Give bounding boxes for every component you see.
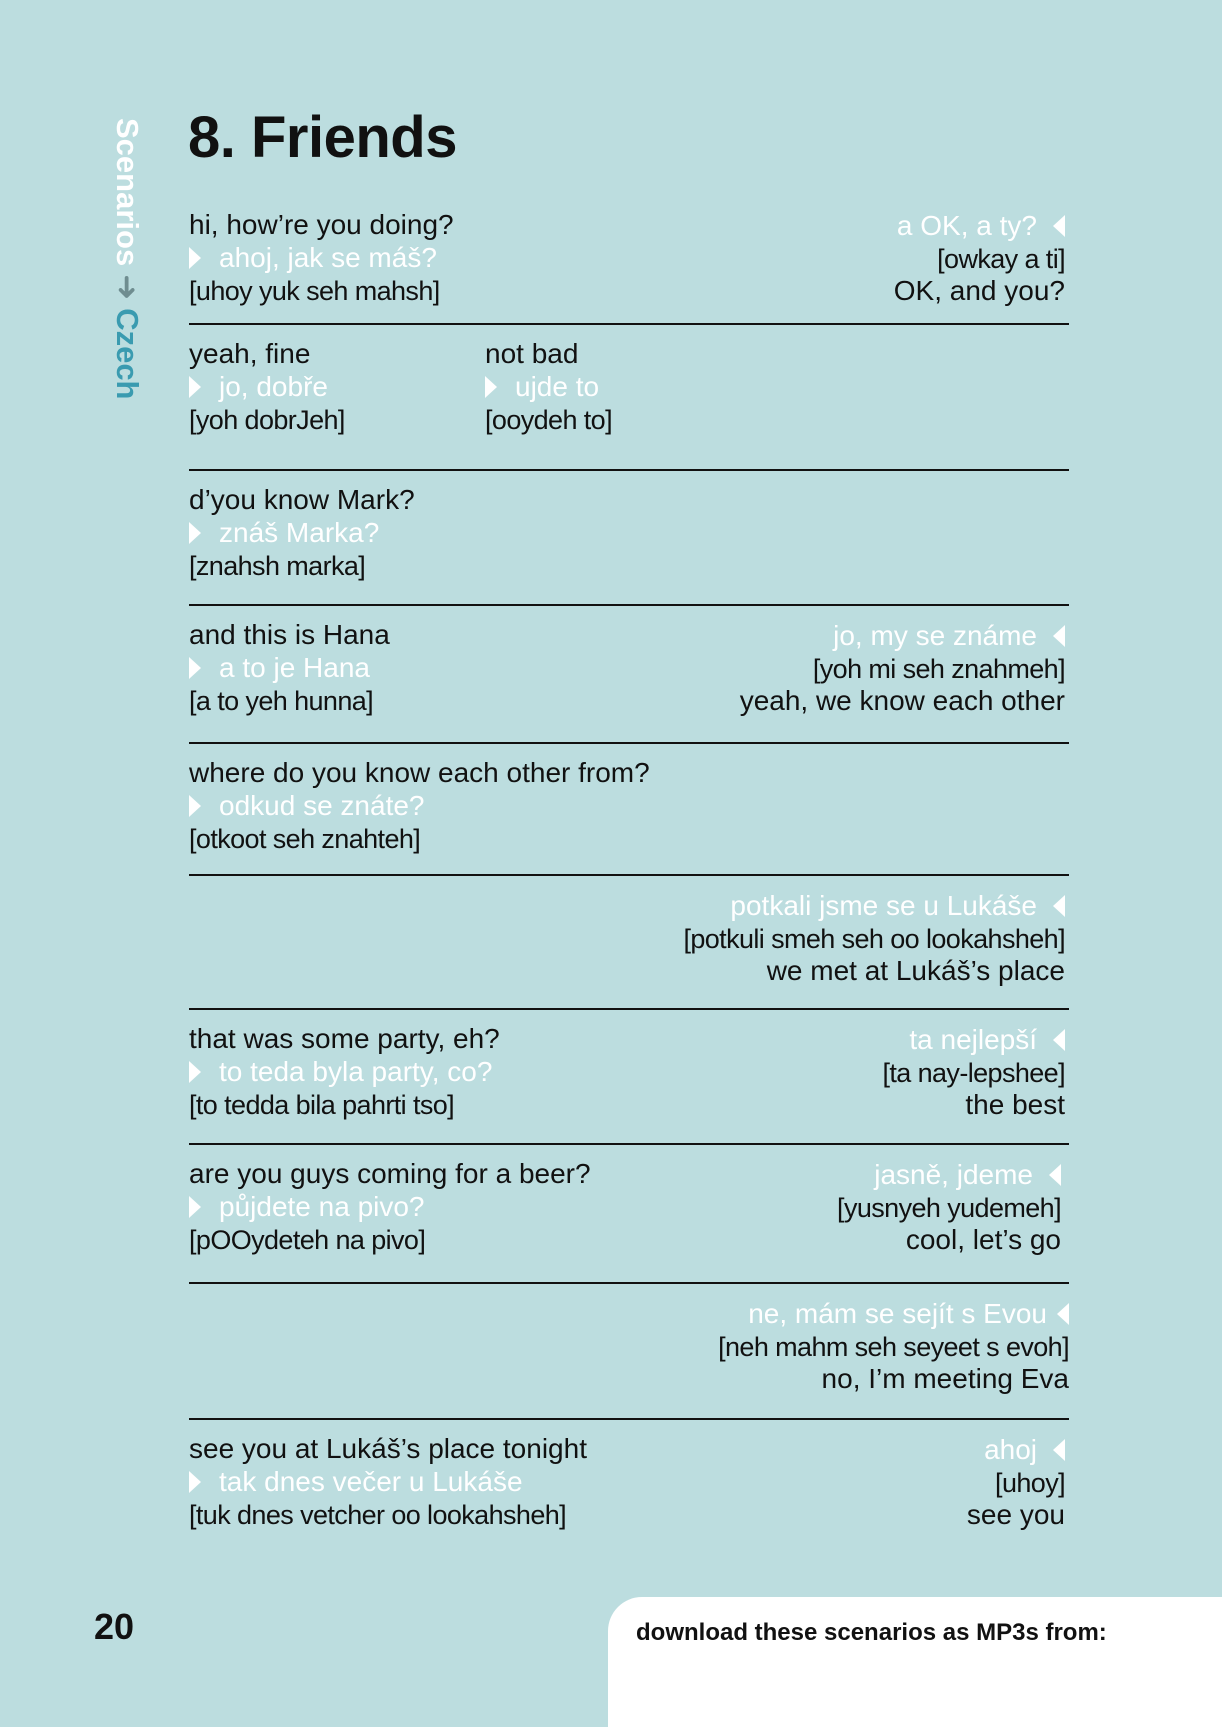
phrase-czech: ne, mám se sejít s Evou bbox=[748, 1298, 1047, 1329]
phrase-section bbox=[189, 484, 1069, 604]
phrase-right bbox=[683, 889, 1065, 987]
play-left-icon bbox=[1049, 1164, 1061, 1186]
phrase-czech: a to je Hana bbox=[219, 652, 370, 683]
phrase-pronunciation: [uhoy yuk seh mahsh] bbox=[189, 276, 440, 306]
phrase-english: cool, let’s go bbox=[905, 1224, 1061, 1255]
phrase-right bbox=[894, 209, 1065, 307]
phrase-left bbox=[189, 484, 415, 582]
phrase-czech: ahoj, jak se máš? bbox=[219, 242, 437, 273]
page-title: 8. Friends bbox=[188, 105, 457, 170]
play-right-icon bbox=[189, 247, 201, 269]
phrase-section bbox=[189, 209, 1069, 323]
phrase-right bbox=[882, 1023, 1065, 1121]
phrase-czech: jo, my se známe bbox=[833, 620, 1037, 651]
phrase-right bbox=[967, 1433, 1065, 1531]
divider bbox=[189, 469, 1069, 471]
phrase-english: hi, how’re you doing? bbox=[189, 209, 454, 240]
phrase-pronunciation: [neh mahm seh seyeet s evoh] bbox=[718, 1332, 1069, 1362]
phrase-left bbox=[189, 1433, 587, 1531]
play-right-icon bbox=[189, 795, 201, 817]
play-right-icon bbox=[485, 376, 497, 398]
phrase-czech: půjdete na pivo? bbox=[219, 1191, 425, 1222]
phrase-left bbox=[189, 1023, 500, 1121]
play-right-icon bbox=[189, 657, 201, 679]
phrase-right bbox=[718, 1297, 1069, 1395]
phrase-czech: potkali jsme se u Lukáše bbox=[730, 890, 1037, 921]
page-number: 20 bbox=[94, 1606, 135, 1647]
phrase-english: OK, and you? bbox=[893, 275, 1065, 306]
phrase-pronunciation: [yusnyeh yudemeh] bbox=[837, 1193, 1061, 1223]
arrow-right-icon: ➜ bbox=[110, 274, 145, 301]
phrase-right bbox=[837, 1158, 1061, 1256]
phrase-english: d’you know Mark? bbox=[189, 484, 415, 515]
phrase-pronunciation: [tuk dnes vetcher oo lookahsheh] bbox=[189, 1500, 567, 1530]
phrase-czech: ujde to bbox=[515, 371, 600, 402]
phrase-english: not bad bbox=[485, 338, 579, 369]
side-label-scenarios: Scenarios bbox=[110, 118, 145, 267]
footer-panel bbox=[608, 1597, 1222, 1727]
phrase-czech: tak dnes večer u Lukáše bbox=[219, 1466, 523, 1497]
divider bbox=[189, 1143, 1069, 1145]
phrase-czech: jo, dobře bbox=[219, 371, 328, 402]
phrase-section bbox=[189, 1297, 1069, 1418]
phrase-english: see you bbox=[966, 1499, 1065, 1530]
phrase-czech: znáš Marka? bbox=[219, 517, 380, 548]
divider bbox=[189, 874, 1069, 876]
phrase-section bbox=[189, 1023, 1069, 1143]
phrase-section bbox=[189, 619, 1069, 742]
phrase-czech: to teda byla party, co? bbox=[219, 1056, 493, 1087]
phrase-right bbox=[740, 619, 1065, 717]
play-right-icon bbox=[189, 522, 201, 544]
play-left-icon bbox=[1057, 1303, 1069, 1325]
phrase-pronunciation: [otkoot seh znahteh] bbox=[189, 824, 421, 854]
play-left-icon bbox=[1053, 625, 1065, 647]
phrase-pronunciation: [uhoy] bbox=[995, 1468, 1065, 1498]
phrase-pronunciation: [a to yeh hunna] bbox=[189, 686, 374, 716]
phrase-left bbox=[189, 209, 454, 307]
phrase-english: the best bbox=[965, 1089, 1065, 1120]
phrase-english: and this is Hana bbox=[189, 619, 390, 650]
divider bbox=[189, 604, 1069, 606]
phrase-czech: ahoj bbox=[984, 1434, 1037, 1465]
phrase-sections bbox=[189, 209, 1069, 1543]
divider bbox=[189, 1418, 1069, 1420]
play-left-icon bbox=[1053, 1029, 1065, 1051]
phrase-pronunciation: [yoh dobrJeh] bbox=[189, 405, 345, 435]
phrase-pronunciation: [potkuli smeh seh oo lookahsheh] bbox=[683, 924, 1065, 954]
play-right-icon bbox=[189, 1061, 201, 1083]
phrase-english: where do you know each other from? bbox=[189, 757, 650, 788]
side-label-czech: Czech bbox=[110, 308, 145, 400]
divider bbox=[189, 742, 1069, 744]
phrase-pronunciation: [pOOydeteh na pivo] bbox=[189, 1225, 426, 1255]
play-left-icon bbox=[1053, 215, 1065, 237]
phrase-english: see you at Lukáš’s place tonight bbox=[189, 1433, 587, 1464]
footer-download-text: download these scenarios as MP3s from: bbox=[636, 1619, 1107, 1646]
phrase-section bbox=[189, 338, 1069, 469]
phrase-pronunciation: [to tedda bila pahrti tso] bbox=[189, 1090, 455, 1120]
divider bbox=[189, 323, 1069, 325]
phrase-pronunciation: [ooydeh to] bbox=[485, 405, 613, 435]
phrase-english: that was some party, eh? bbox=[189, 1023, 500, 1054]
play-left-icon bbox=[1053, 1439, 1065, 1461]
play-right-icon bbox=[189, 376, 201, 398]
phrase-left bbox=[189, 619, 390, 717]
phrase-middle bbox=[485, 338, 612, 436]
phrase-pronunciation: [yoh mi seh znahmeh] bbox=[812, 654, 1065, 684]
phrase-czech: ta nejlepší bbox=[909, 1024, 1037, 1055]
phrase-czech: jasně, jdeme bbox=[874, 1159, 1033, 1190]
phrase-english: are you guys coming for a beer? bbox=[189, 1158, 591, 1189]
phrase-czech: odkud se znáte? bbox=[219, 790, 425, 821]
divider bbox=[189, 1008, 1069, 1010]
phrase-left bbox=[189, 338, 345, 436]
phrase-english: yeah, we know each other bbox=[739, 685, 1065, 716]
phrase-left bbox=[189, 1158, 591, 1256]
divider bbox=[189, 1282, 1069, 1284]
phrase-pronunciation: [znahsh marka] bbox=[189, 551, 366, 581]
phrase-english: yeah, fine bbox=[189, 338, 311, 369]
phrase-left bbox=[189, 757, 650, 855]
phrase-english: no, I’m meeting Eva bbox=[821, 1363, 1069, 1394]
play-right-icon bbox=[189, 1471, 201, 1493]
phrase-section bbox=[189, 1158, 1069, 1282]
play-right-icon bbox=[189, 1196, 201, 1218]
phrase-section bbox=[189, 889, 1069, 1008]
phrase-pronunciation: [owkay a ti] bbox=[937, 244, 1065, 274]
phrase-czech: a OK, a ty? bbox=[896, 210, 1037, 241]
phrase-section bbox=[189, 757, 1069, 874]
play-left-icon bbox=[1053, 895, 1065, 917]
phrase-section bbox=[189, 1433, 1069, 1543]
phrase-english: we met at Lukáš’s place bbox=[766, 955, 1065, 986]
phrase-pronunciation: [ta nay-lepshee] bbox=[882, 1058, 1065, 1088]
